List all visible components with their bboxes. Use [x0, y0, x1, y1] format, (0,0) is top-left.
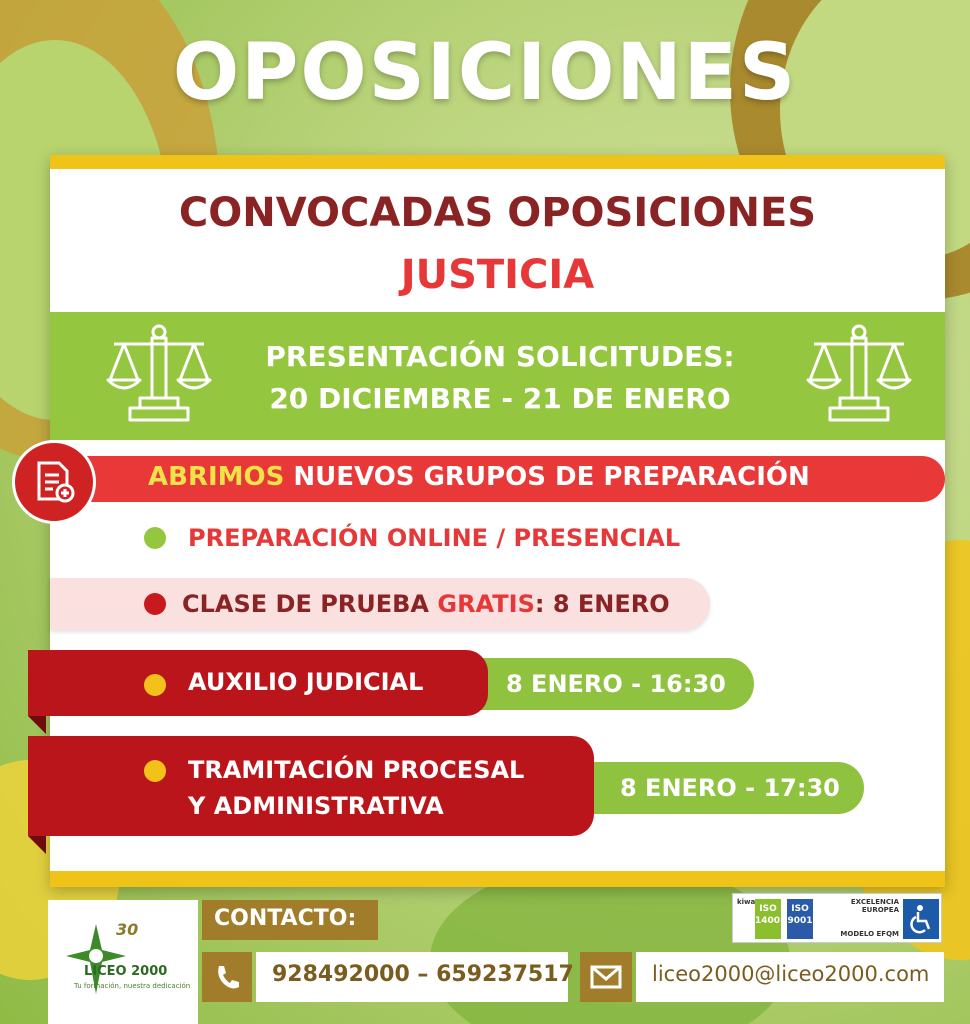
session-date: 8 ENERO - 17:30: [620, 774, 840, 802]
heading-convocadas: CONVOCADAS OPOSICIONES: [178, 190, 817, 236]
logo-anniversary: 30: [116, 920, 139, 939]
kiwa-label: kiwa: [737, 898, 756, 906]
dates-line2: 20 DICIEMBRE - 21 DE ENERO: [269, 382, 731, 415]
iso-9001-badge: ISO 9001: [787, 899, 813, 939]
dates-line1: PRESENTACIÓN SOLICITUDES:: [265, 340, 735, 373]
session-date: 8 ENERO - 16:30: [506, 670, 726, 698]
logo-name: LICEO 2000: [84, 964, 168, 979]
excelencia-label: EXCELENCIA EUROPEA: [850, 898, 899, 914]
modality-text: PREPARACIÓN ONLINE / PRESENCIAL: [188, 524, 681, 552]
session-name: [188, 752, 524, 824]
bullet-dot: [144, 593, 166, 615]
scales-icon: [104, 322, 214, 432]
email-address[interactable]: liceo2000@liceo2000.com: [652, 962, 930, 986]
phone-icon: [202, 952, 252, 1002]
groups-highlight: ABRIMOS: [148, 462, 285, 492]
phone-numbers[interactable]: 928492000 – 659237517: [272, 962, 574, 987]
trial-free: GRATIS: [437, 590, 535, 618]
form-badge: [12, 440, 96, 524]
ribbon-fold: [28, 716, 46, 734]
bullet-dot: [144, 760, 166, 782]
heading-justicia: JUSTICIA: [400, 252, 595, 298]
card-bottom-border: [50, 871, 945, 887]
logo-tagline: Tu formación, nuestra dedicación: [74, 982, 191, 990]
trial-text: [182, 590, 670, 618]
groups-text: [148, 462, 810, 492]
certifications-strip: [732, 893, 942, 943]
dates-text: [240, 336, 760, 420]
card-top-border: [50, 155, 945, 169]
bullet-dot: [144, 527, 166, 549]
poster-title: OPOSICIONES: [172, 28, 798, 118]
iso-14001-badge: ISO 14001: [755, 899, 781, 939]
trial-prefix: CLASE DE PRUEBA: [182, 590, 438, 618]
trial-suffix: : 8 ENERO: [534, 590, 670, 618]
session-name-line1: TRAMITACIÓN PROCESAL: [188, 756, 525, 784]
bullet-dot: [144, 674, 166, 696]
session-name-line2: Y ADMINISTRATIVA: [188, 792, 444, 820]
accessibility-icon: [903, 899, 939, 939]
session-name: AUXILIO JUDICIAL: [188, 668, 424, 696]
groups-rest: NUEVOS GRUPOS DE PREPARACIÓN: [284, 462, 810, 492]
efqm-label: MODELO EFQM: [840, 930, 899, 938]
contact-label: CONTACTO:: [214, 906, 357, 931]
document-icon: [31, 459, 77, 505]
mail-icon: [580, 952, 632, 1002]
scales-icon: [804, 322, 914, 432]
